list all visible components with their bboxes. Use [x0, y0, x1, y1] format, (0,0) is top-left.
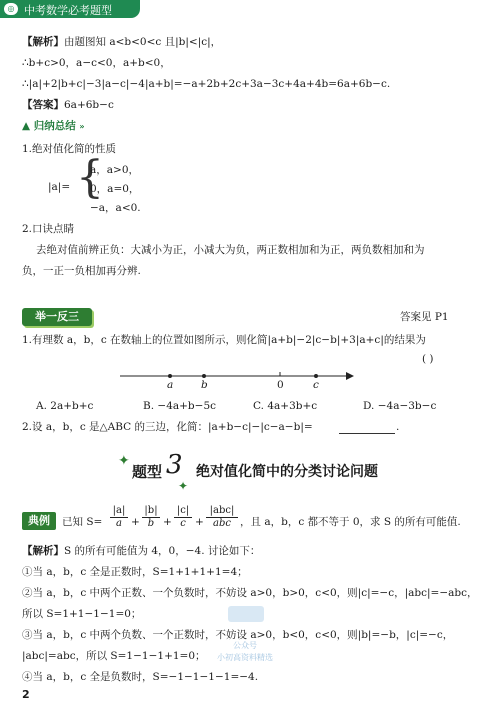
- plus-sign: +: [163, 516, 172, 528]
- abs-lhs: |a|=: [48, 181, 71, 193]
- sparkle-icon: ✦: [178, 479, 189, 493]
- answer-label: 【答案】: [22, 99, 64, 111]
- abs-case: a，a>0，: [90, 164, 139, 176]
- fraction: [142, 505, 160, 530]
- header-badge-icon: ◎: [4, 3, 18, 15]
- arrow-right-icon: [346, 372, 354, 380]
- analysis-label: 【解析】: [22, 36, 64, 48]
- watermark-logo: [228, 606, 264, 622]
- abs-case: −a，a<0.: [90, 202, 141, 214]
- analysis-line: ①当 a，b，c 全是正数时，S=1+1+1+1=4；: [22, 566, 248, 578]
- header-title: 中考数学必考题型: [24, 4, 112, 17]
- analysis-line: S 的所有可能值为 4，0，−4. 讨论如下：: [64, 545, 261, 557]
- option-a: A. 2a+b+c: [36, 400, 94, 412]
- analysis-line: ④当 a，b，c 全是负数时，S=−1−1−1−1=−4.: [22, 671, 259, 683]
- label-zero: 0: [277, 379, 284, 391]
- plus-sign: +: [131, 516, 140, 528]
- analysis-line: ③当 a，b，c 中两个负数、一个正数时，不妨设 a>0，b<0，c<0，则|b|=−b，|c|=−c，: [22, 629, 454, 641]
- left-brace-icon: {: [76, 152, 104, 203]
- type-prefix: 题型: [132, 463, 163, 481]
- fraction: [206, 505, 238, 530]
- sparkle-icon: ✦: [118, 453, 130, 469]
- type-title: 绝对值化简中的分类讨论问题: [196, 464, 378, 480]
- watermark-line: 小初高资料精选: [217, 653, 273, 662]
- summary-title: 归纳总结: [33, 120, 76, 132]
- summary-item-1: 1.绝对值化简的性质: [22, 143, 117, 155]
- watermark-line: 公众号: [233, 641, 257, 650]
- type-number: 3: [166, 450, 183, 480]
- option-b: B. −4a+b−5c: [143, 400, 217, 412]
- fraction-denominator: b: [147, 518, 155, 529]
- practice-tab: 举一反三: [22, 308, 92, 326]
- rule-line: 去绝对值前辨正负：大减小为正，小减大为负，两正数相加和为正，两负数相加和为: [36, 244, 425, 256]
- fraction-numerator: |b|: [144, 505, 158, 516]
- analysis-line: ∴b+c>0，a−c<0，a+b<0，: [22, 57, 171, 69]
- question-1: 1.有理数 a，b，c 在数轴上的位置如图所示，则化简|a+b|−2|c−b|+3|a+c|的结果为: [22, 334, 426, 346]
- label-b: b: [201, 379, 208, 391]
- analysis-line: |abc|=abc，所以 S=1−1−1+1=0；: [22, 650, 206, 662]
- question-2-end: .: [396, 421, 400, 433]
- answer-value: 6a+6b−c: [64, 99, 114, 111]
- label-c: c: [313, 379, 319, 391]
- option-d: D. −4a−3b−c: [363, 400, 437, 412]
- fraction: [110, 505, 128, 530]
- summary-heading: [22, 119, 85, 134]
- analysis-1: [22, 35, 221, 49]
- analysis-label: 【解析】: [22, 545, 64, 557]
- fraction-numerator: |c|: [176, 505, 190, 516]
- fraction-denominator: abc: [213, 518, 231, 529]
- rule-line: 负，一正一负相加再分辨.: [22, 265, 141, 277]
- analysis-line: 由题图知 a<b<0<c 且|b|<|c|，: [64, 36, 222, 48]
- option-c: C. 4a+3b+c: [253, 400, 318, 412]
- question-2: 2.设 a，b，c 是△ABC 的三边，化简：|a+b−c|−|c−a−b|=: [22, 421, 313, 433]
- answer-paren: ( ): [422, 353, 434, 365]
- example-text-post: ，且 a，b，c 都不等于 0，求 S 的所有可能值.: [240, 516, 461, 528]
- analysis-line: ∴|a|+2|b+c|−3|a−c|−4|a+b|=−a+2b+2c+3a−3c+4a+4b=6a+6b−c.: [22, 78, 391, 90]
- fraction-numerator: |abc|: [209, 505, 235, 516]
- abs-case: 0，a=0，: [90, 183, 140, 195]
- number-line: [120, 368, 360, 394]
- analysis-2: [22, 544, 260, 558]
- answer-1: [22, 98, 114, 112]
- page-number: 2: [22, 688, 30, 701]
- analysis-line: ②当 a，b，c 中两个正数、一个负数时，不妨设 a>0，b>0，c<0，则|c|=−c，|abc|=−abc，: [22, 587, 478, 599]
- answer-blank: [339, 432, 395, 434]
- example-text-pre: 已知 S=: [62, 516, 103, 528]
- fraction-numerator: |a|: [112, 505, 126, 516]
- summary-item-2: 2.口诀点睛: [22, 223, 75, 235]
- answer-reference: 答案见 P1: [400, 311, 449, 323]
- plus-sign: +: [195, 516, 204, 528]
- fraction-denominator: a: [116, 518, 122, 529]
- label-a: a: [167, 379, 174, 391]
- analysis-line: 所以 S=1+1−1−1=0；: [22, 608, 142, 620]
- example-tab: 典例: [22, 512, 56, 530]
- fraction-denominator: c: [180, 518, 186, 529]
- double-chevron-icon: »: [79, 122, 85, 131]
- summary-icon: ▲: [22, 120, 31, 132]
- fraction: [174, 505, 192, 530]
